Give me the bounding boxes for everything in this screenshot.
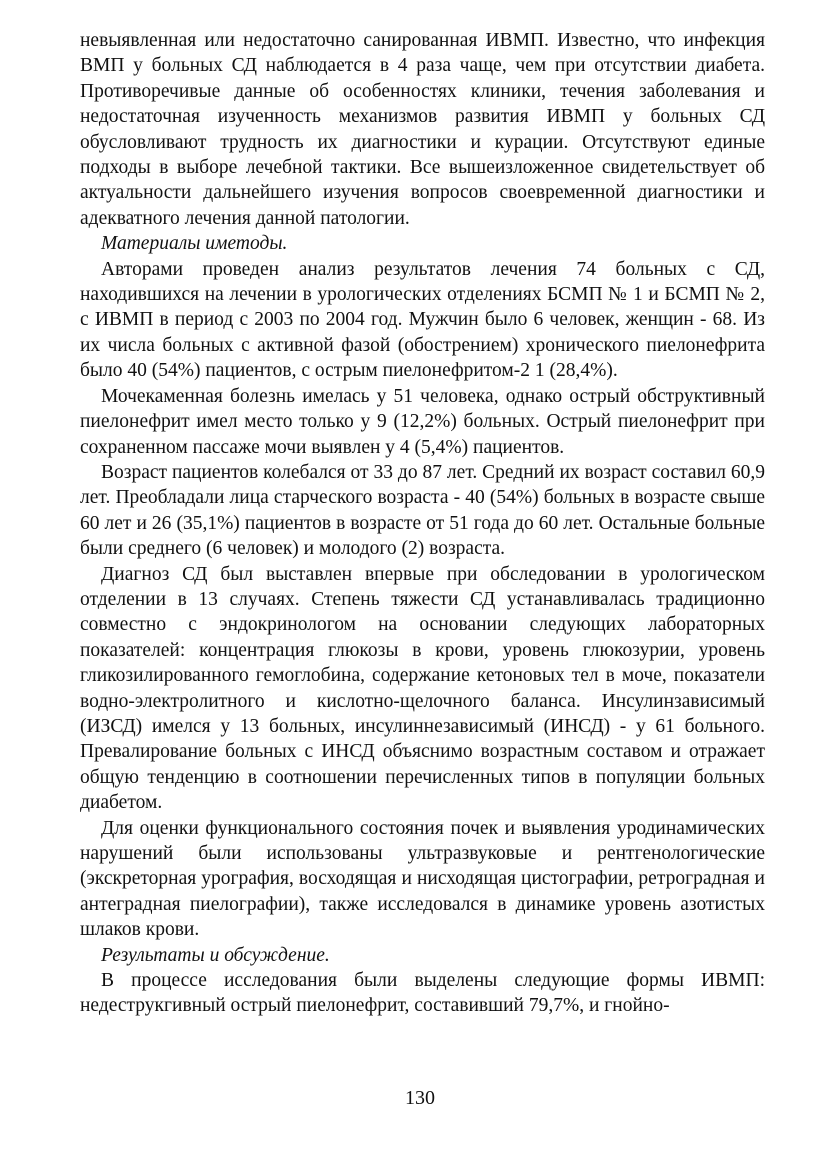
paragraph-diagnosis: Диагноз СД был выставлен впервые при обследовании в урологическом отделении в 13 случаях. Степень тяжести СД устанавливалась традиционно совместно с эндокринологом на основании следующих лабораторных показателей: концентрация глюкозы в крови, уровень глюкозурии, уровень гликозилированного гемоглобина, содержание кетоновых тел в моче, показатели водно-электролитного и кислотно-щелочного баланса. Инсулинзависимый (ИЗСД) имелся у 13 больных, инсулиннезависимый (ИНСД) - у 61 больного. Превалирование больных с ИНСД объяснимо возрастным составом и отражает общую тенденцию в соотношении перечисленных типов в популяции больных диабетом. [80,563,765,814]
paragraph-analysis: Авторами проведен анализ результатов лечения 74 больных с СД, находившихся на лечении в урологических отделениях БСМП № 1 и БСМП № 2, с ИВМП в период с 2003 по 2004 год. Мужчин было 6 человек, женщин - 68. Из их числа больных с активной фазой (обострением) хронического пиелонефрита было 40 (54%) пациентов, с острым пиелонефритом-2 1 (28,4%). [80,258,765,382]
paragraph-age: Возраст пациентов колебался от 33 до 87 лет. Средний их возраст составил 60,9 лет. Преобладали лица старческого возраста - 40 (54%) больных в возрасте свыше 60 лет и 26 (35,1%) пациентов в возрасте от 51 года до 60 лет. Остальные больные были среднего (6 человек) и молодого (2) возраста. [80,461,765,560]
page-number: 130 [405,1087,435,1109]
paragraph-intro-continuation: невыявленная или недостаточно санированная ИВМП. Известно, что инфекция ВМП у больных СД наблюдается в 4 раза чаще, чем при отсутствии диабета. Противоречивые данные об особенностях клиники, течения заболевания и недостаточная изученность механизмов развития ИВМП у больных СД обусловливают трудность их диагностики и курации. Отсутствуют единые подходы в выборе лечебной тактики. Все вышеизложенное свидетельствует об актуальности дальнейшего изучения вопросов своевременной диагностики и адекватного лечения данной патологии. [80,30,765,229]
paragraph-assessment: Для оценки функционального состояния почек и выявления уродинамических нарушений были использованы ультразвуковые и рентгенологические (экскреторная урография, восходящая и нисходящая цистографии, ретроградная и антеградная пиелографии), также исследовался в динамике уровень азотистых шлаков крови. [80,817,765,941]
paragraph-urolithiasis: Мочекаменная болезнь имелась у 51 человека, однако острый обструктивный пиелонефрит имел место только у 9 (12,2%) больных. Острый пиелонефрит при сохраненном пассаже мочи выявлен у 4 (5,4%) пациентов. [80,385,765,458]
paragraph-results: В процессе исследования были выделены следующие формы ИВМП: недеструкгивный острый пиелонефрит, составивший 79,7%, и гнойно- [80,970,765,1017]
section-heading-results: Результаты и обсуждение. [101,944,330,966]
section-heading-materials-methods: Материалы иметоды. [101,233,288,255]
page-body [80,28,765,1019]
